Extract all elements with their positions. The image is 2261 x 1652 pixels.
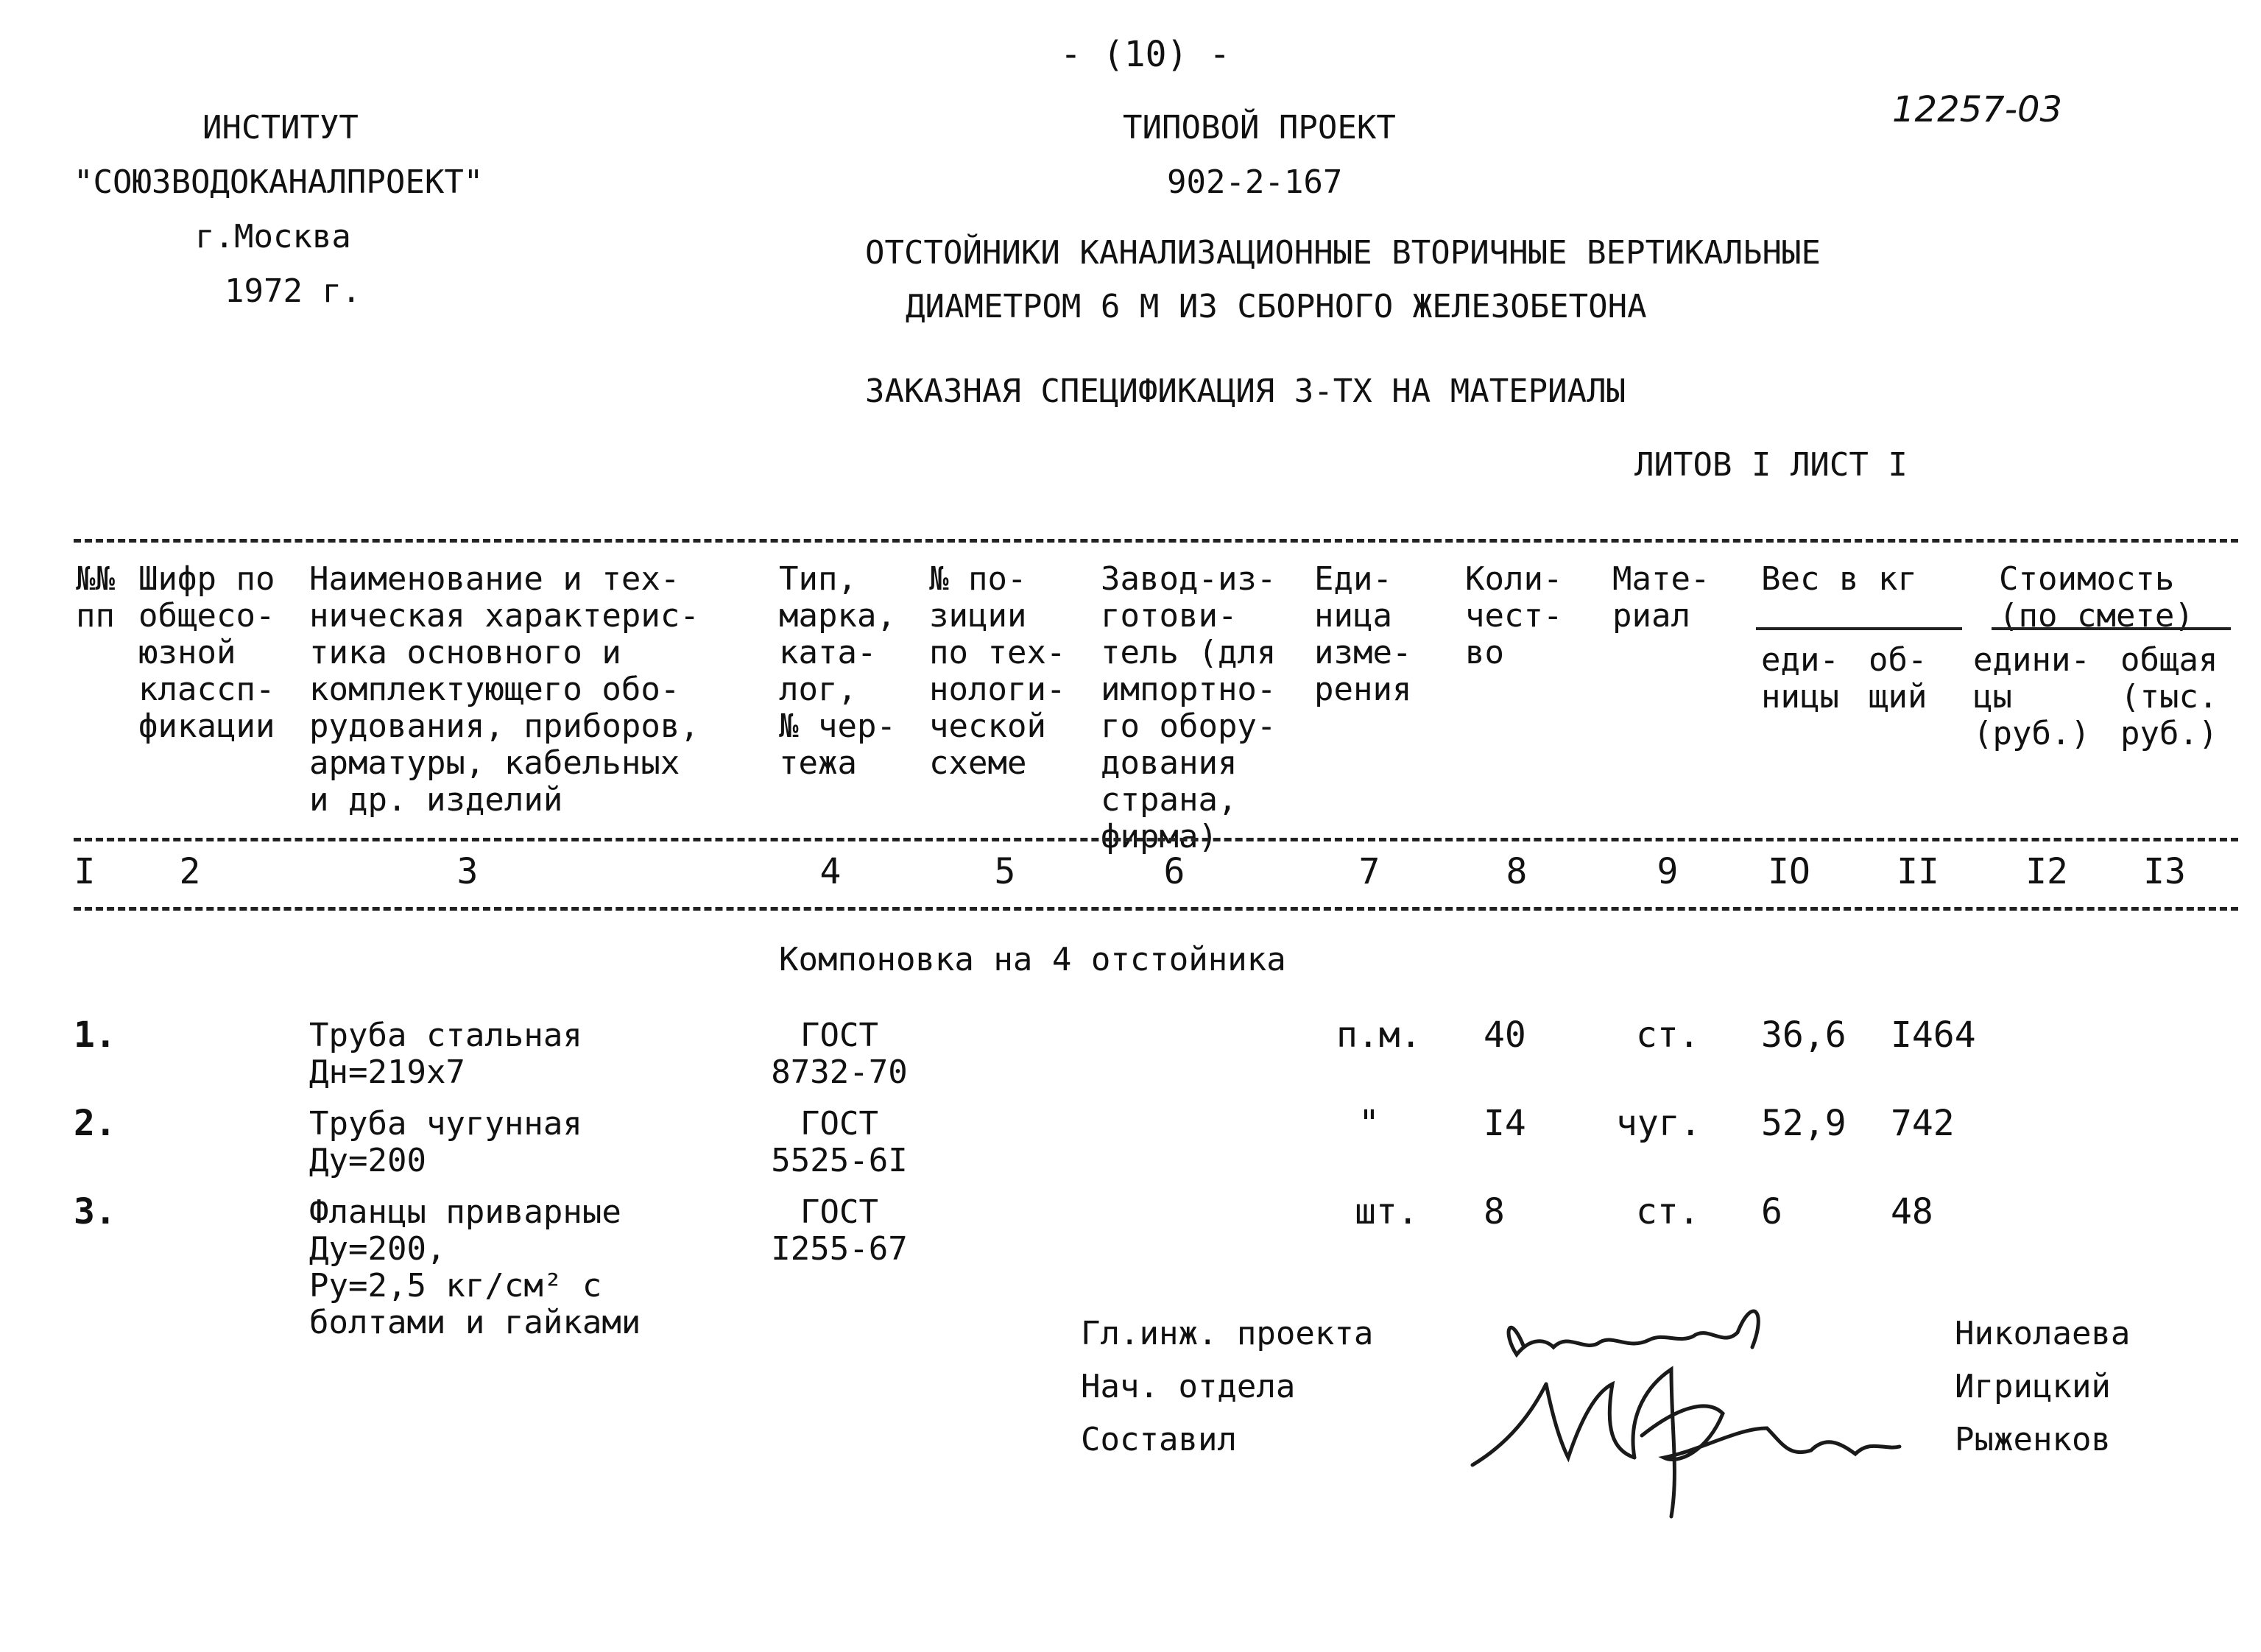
signatory-name: Игрицкий — [1955, 1368, 2111, 1405]
header-numbers-top-rule — [74, 838, 2238, 841]
col-header-cost-total: общая (тыс. руб.) — [2120, 641, 2218, 752]
section-title: Компоновка на 4 отстойника — [779, 941, 1286, 978]
row-material: ст. — [1636, 1191, 1700, 1232]
signature-role: Составил — [1081, 1421, 1237, 1458]
col-header-name: Наименование и тех- ническая характерис- тика основного и комплектующего обо- рудования, приборов, арматуры, кабельных и др. изделий — [309, 560, 699, 819]
col-header-type: Тип, марка, ката- лог, № чер- тежа — [779, 560, 896, 782]
col-header-cost-group: Стоимость (по смете) — [1999, 560, 2194, 635]
col-number: 5 — [994, 851, 1016, 892]
row-number: 1. — [74, 1014, 116, 1056]
col-header-material: Мате- риал — [1612, 560, 1710, 635]
col-number: 6 — [1163, 851, 1185, 892]
sheet-info: ЛИТОВ I ЛИСТ I — [1634, 446, 1908, 484]
row-item-type: ГОСТ 8732-70 — [771, 1017, 908, 1091]
row-item-name: Фланцы приварные Ду=200, Ру=2,5 кг/см² с болтами и гайками — [309, 1193, 641, 1341]
col-header-unit: Еди- ница изме- рения — [1314, 560, 1412, 708]
institute-line-1: ИНСТИТУТ — [202, 109, 359, 147]
row-weight-total: 742 — [1891, 1103, 1955, 1144]
row-unit: " — [1358, 1103, 1380, 1144]
col-header-quantity: Коли- чест- во — [1465, 560, 1563, 671]
row-item-type: ГОСТ 5525-6I — [771, 1105, 908, 1179]
col-number: 8 — [1506, 851, 1528, 892]
col-header-position: № по- зиции по тех- нологи- ческой схеме — [929, 560, 1066, 782]
col-number: 7 — [1358, 851, 1380, 892]
col-header-classification: Шифр по общесо- юзной классп- фикации — [138, 560, 275, 745]
col-number: 4 — [819, 851, 842, 892]
row-number: 3. — [74, 1191, 116, 1232]
cost-group-underline — [1992, 627, 2231, 630]
row-material: чуг. — [1616, 1103, 1701, 1144]
header-bottom-rule — [74, 907, 2238, 911]
col-number: I2 — [2025, 851, 2068, 892]
signatory-name: Николаева — [1955, 1315, 2131, 1352]
row-weight-unit: 6 — [1761, 1191, 1782, 1232]
col-number: 9 — [1657, 851, 1679, 892]
col-header-manufacturer: Завод-из- готови- тель (для импортно- го обору- дования страна, фирма) — [1101, 560, 1277, 855]
institute-city: г.Москва — [195, 218, 351, 255]
specification-title: ЗАКАЗНАЯ СПЕЦИФИКАЦИЯ 3-ТХ НА МАТЕРИАЛЫ — [865, 373, 1626, 410]
signature-role: Нач. отдела — [1081, 1368, 1296, 1405]
row-item-name: Труба чугунная Ду=200 — [309, 1105, 582, 1179]
col-header-weight-unit: еди- ницы — [1761, 641, 1839, 716]
row-weight-total: I464 — [1891, 1014, 1976, 1056]
document-title-line-2: ДИАМЕТРОМ 6 М ИЗ СБОРНОГО ЖЕЛЕЗОБЕТОНА — [906, 288, 1647, 325]
col-header-weight-total: об- щий — [1869, 641, 1927, 716]
col-number: II — [1897, 851, 1939, 892]
col-number: IO — [1768, 851, 1810, 892]
row-number: 2. — [74, 1103, 116, 1144]
col-header-cost-unit: едини- цы (руб.) — [1973, 641, 2090, 752]
row-quantity: 8 — [1484, 1191, 1505, 1232]
row-material: ст. — [1636, 1014, 1700, 1056]
project-type: ТИПОВОЙ ПРОЕКТ — [1123, 109, 1396, 147]
row-unit: п.м. — [1336, 1014, 1422, 1056]
document-title-line-1: ОТСТОЙНИКИ КАНАЛИЗАЦИОННЫЕ ВТОРИЧНЫЕ ВЕРТИКАЛЬНЫЕ — [865, 234, 1821, 272]
signature-role: Гл.инж. проекта — [1081, 1315, 1374, 1352]
col-number: 3 — [456, 851, 479, 892]
col-number: I3 — [2143, 851, 2186, 892]
signatory-name: Рыженков — [1955, 1421, 2111, 1458]
handwritten-signatures — [1458, 1281, 1929, 1531]
weight-group-underline — [1756, 627, 1962, 630]
row-quantity: I4 — [1484, 1103, 1526, 1144]
institute-year: 1972 г. — [225, 272, 361, 310]
row-weight-total: 48 — [1891, 1191, 1933, 1232]
col-number: 2 — [179, 851, 201, 892]
col-header-number: №№ пп — [76, 560, 115, 635]
row-quantity: 40 — [1484, 1014, 1526, 1056]
row-item-name: Труба стальная Дн=219х7 — [309, 1017, 582, 1091]
document-code: 12257-03 — [1892, 89, 2063, 130]
row-weight-unit: 36,6 — [1761, 1014, 1846, 1056]
row-weight-unit: 52,9 — [1761, 1103, 1846, 1144]
col-number: I — [74, 851, 96, 892]
col-header-weight-group: Вес в кг — [1761, 560, 1917, 598]
page-number: - (10) - — [1060, 34, 1231, 75]
row-item-type: ГОСТ I255-67 — [771, 1193, 908, 1268]
institute-line-2: "СОЮЗВОДОКАНАЛПРОЕКТ" — [74, 163, 484, 201]
table-top-rule — [74, 539, 2238, 543]
project-number: 902-2-167 — [1167, 163, 1343, 201]
row-unit: шт. — [1355, 1191, 1419, 1232]
